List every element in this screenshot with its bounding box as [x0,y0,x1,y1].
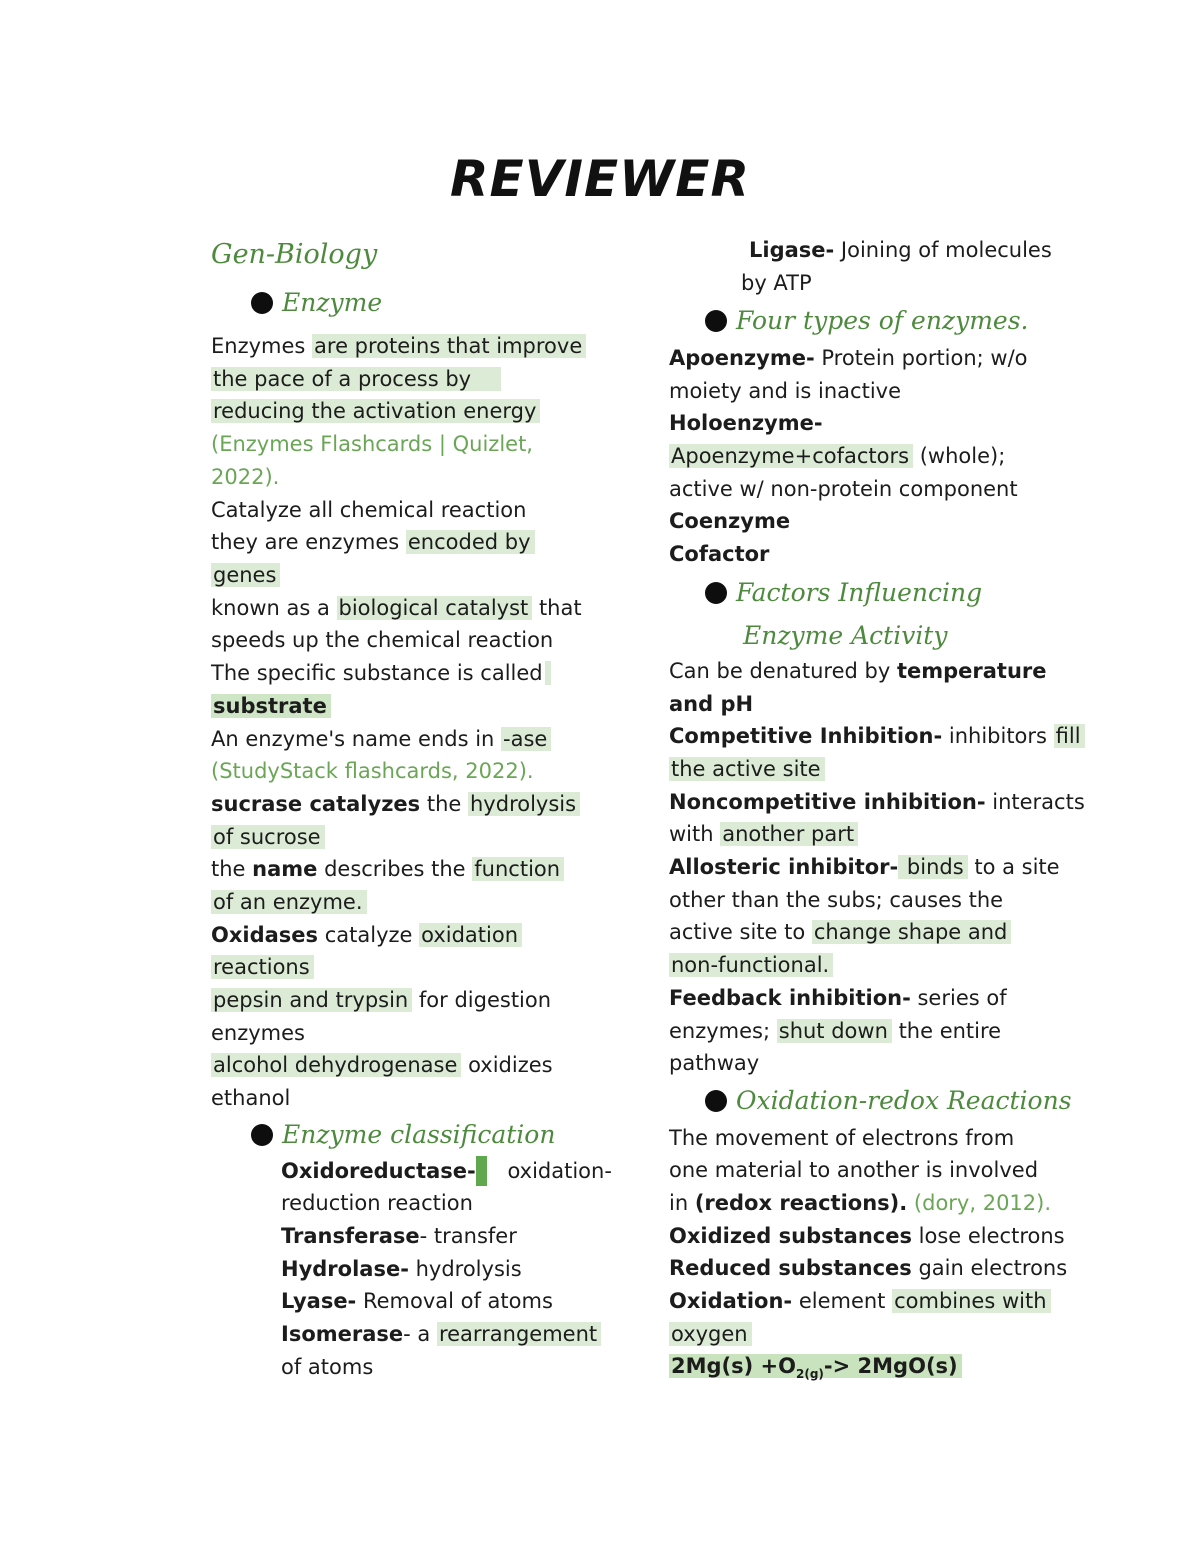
text-line: they are enzymes encoded by [211,527,535,557]
text-line: Isomerase- a rearrangement [281,1319,601,1349]
text-line: with another part [669,819,858,849]
text-line: reduction reaction [281,1191,473,1215]
text-line: Lyase- Removal of atoms [281,1289,553,1313]
text-line: Cofactor [669,542,770,566]
text-line: sucrase catalyzes the hydrolysis [211,789,580,819]
text-line: the active site [669,754,825,784]
text-line: Allosteric inhibitor- binds to a site [669,855,1060,879]
text-line: pepsin and trypsin for digestion [213,988,552,1012]
page-title: REVIEWER [450,150,750,208]
citation: (StudyStack flashcards, 2022). [211,759,534,783]
text-line: and pH [669,692,754,716]
text-line: Catalyze all chemical reaction [211,498,527,522]
text-line: in (redox reactions). (dory, 2012). [669,1191,1052,1215]
text-line: Holoenzyme- [669,411,823,435]
text-line: Enzymes are proteins that improve [211,331,586,361]
text-line: Reduced substances gain electrons [669,1256,1068,1280]
enzyme-heading: Enzyme [251,288,382,318]
text-line: Can be denatured by temperature [669,659,1047,683]
text-line: substrate [211,691,331,721]
redox-heading: Oxidation-redox Reactions [705,1086,1072,1116]
text-line: oxygen [669,1319,752,1349]
bullet-icon [251,292,273,314]
text-line: Oxidation- element combines with [669,1286,1051,1316]
text-line: active w/ non-protein component [669,477,1018,501]
text-line: reducing the activation energy [211,396,540,426]
text-line: speeds up the chemical reaction [211,628,554,652]
text-line: other than the subs; causes the [669,888,1004,912]
text-line: Coenzyme [669,509,791,533]
text-line: Apoenzyme+cofactors (whole); [671,444,1006,468]
text-line: reactions [211,952,314,982]
text-line: one material to another is involved [669,1158,1039,1182]
text-line: Oxidases catalyze oxidation [211,920,522,950]
bullet-icon [705,582,727,604]
factors-heading: Factors Influencing [705,578,982,608]
text-line: Noncompetitive inhibition- interacts [669,790,1085,814]
citation: 2022). [211,465,280,489]
text-line: Competitive Inhibition- inhibitors fill [669,721,1085,751]
text-line: enzymes; shut down the entire [669,1019,1002,1043]
text-line: the pace of a process by [211,364,501,394]
bullet-icon [705,1090,727,1112]
text-line: Oxidoreductase- oxidation- [281,1156,612,1186]
factors-heading-continued: Enzyme Activity [743,621,948,650]
text-line: by ATP [741,271,812,295]
text-line: Oxidized substances lose electrons [669,1224,1065,1248]
text-line: The movement of electrons from [669,1126,1015,1150]
text-line: of atoms [281,1355,374,1379]
text-line: non-functional. [669,950,833,980]
text-line: active site to change shape and [669,917,1011,947]
chemical-equation: $2Mg(s) +O_{2(g)}-> 2MgO(s)$ [669,1351,962,1381]
bullet-icon [705,310,727,332]
text-line: An enzyme's name ends in -ase [211,724,551,754]
bullet-icon [251,1124,273,1146]
section-heading: Gen-Biology [211,239,378,270]
text-line: of sucrose [211,822,325,852]
text-line: Hydrolase- hydrolysis [281,1257,522,1281]
text-line: ethanol [211,1086,291,1110]
text-line: Apoenzyme- Protein portion; w/o [669,346,1028,370]
text-line: known as a biological catalyst that [211,596,582,620]
text-line: moiety and is inactive [669,379,902,403]
types-heading: Four types of enzymes. [705,306,1029,336]
classification-heading: Enzyme classification [251,1120,555,1150]
text-line: Feedback inhibition- series of [669,986,1007,1010]
text-line: enzymes [211,1021,305,1045]
text-line: alcohol dehydrogenase oxidizes [213,1053,553,1077]
text-line: Transferase- transfer [281,1224,517,1248]
citation: (Enzymes Flashcards | Quizlet, [211,432,533,456]
text-line: the name describes the function [211,854,564,884]
text-line: of an enzyme. [211,887,367,917]
text-line: The specific substance is called [211,658,551,688]
text-line: pathway [669,1051,760,1075]
text-line: genes [211,560,280,590]
text-line: Ligase- Joining of molecules [749,238,1052,262]
highlight-mark [476,1156,487,1186]
